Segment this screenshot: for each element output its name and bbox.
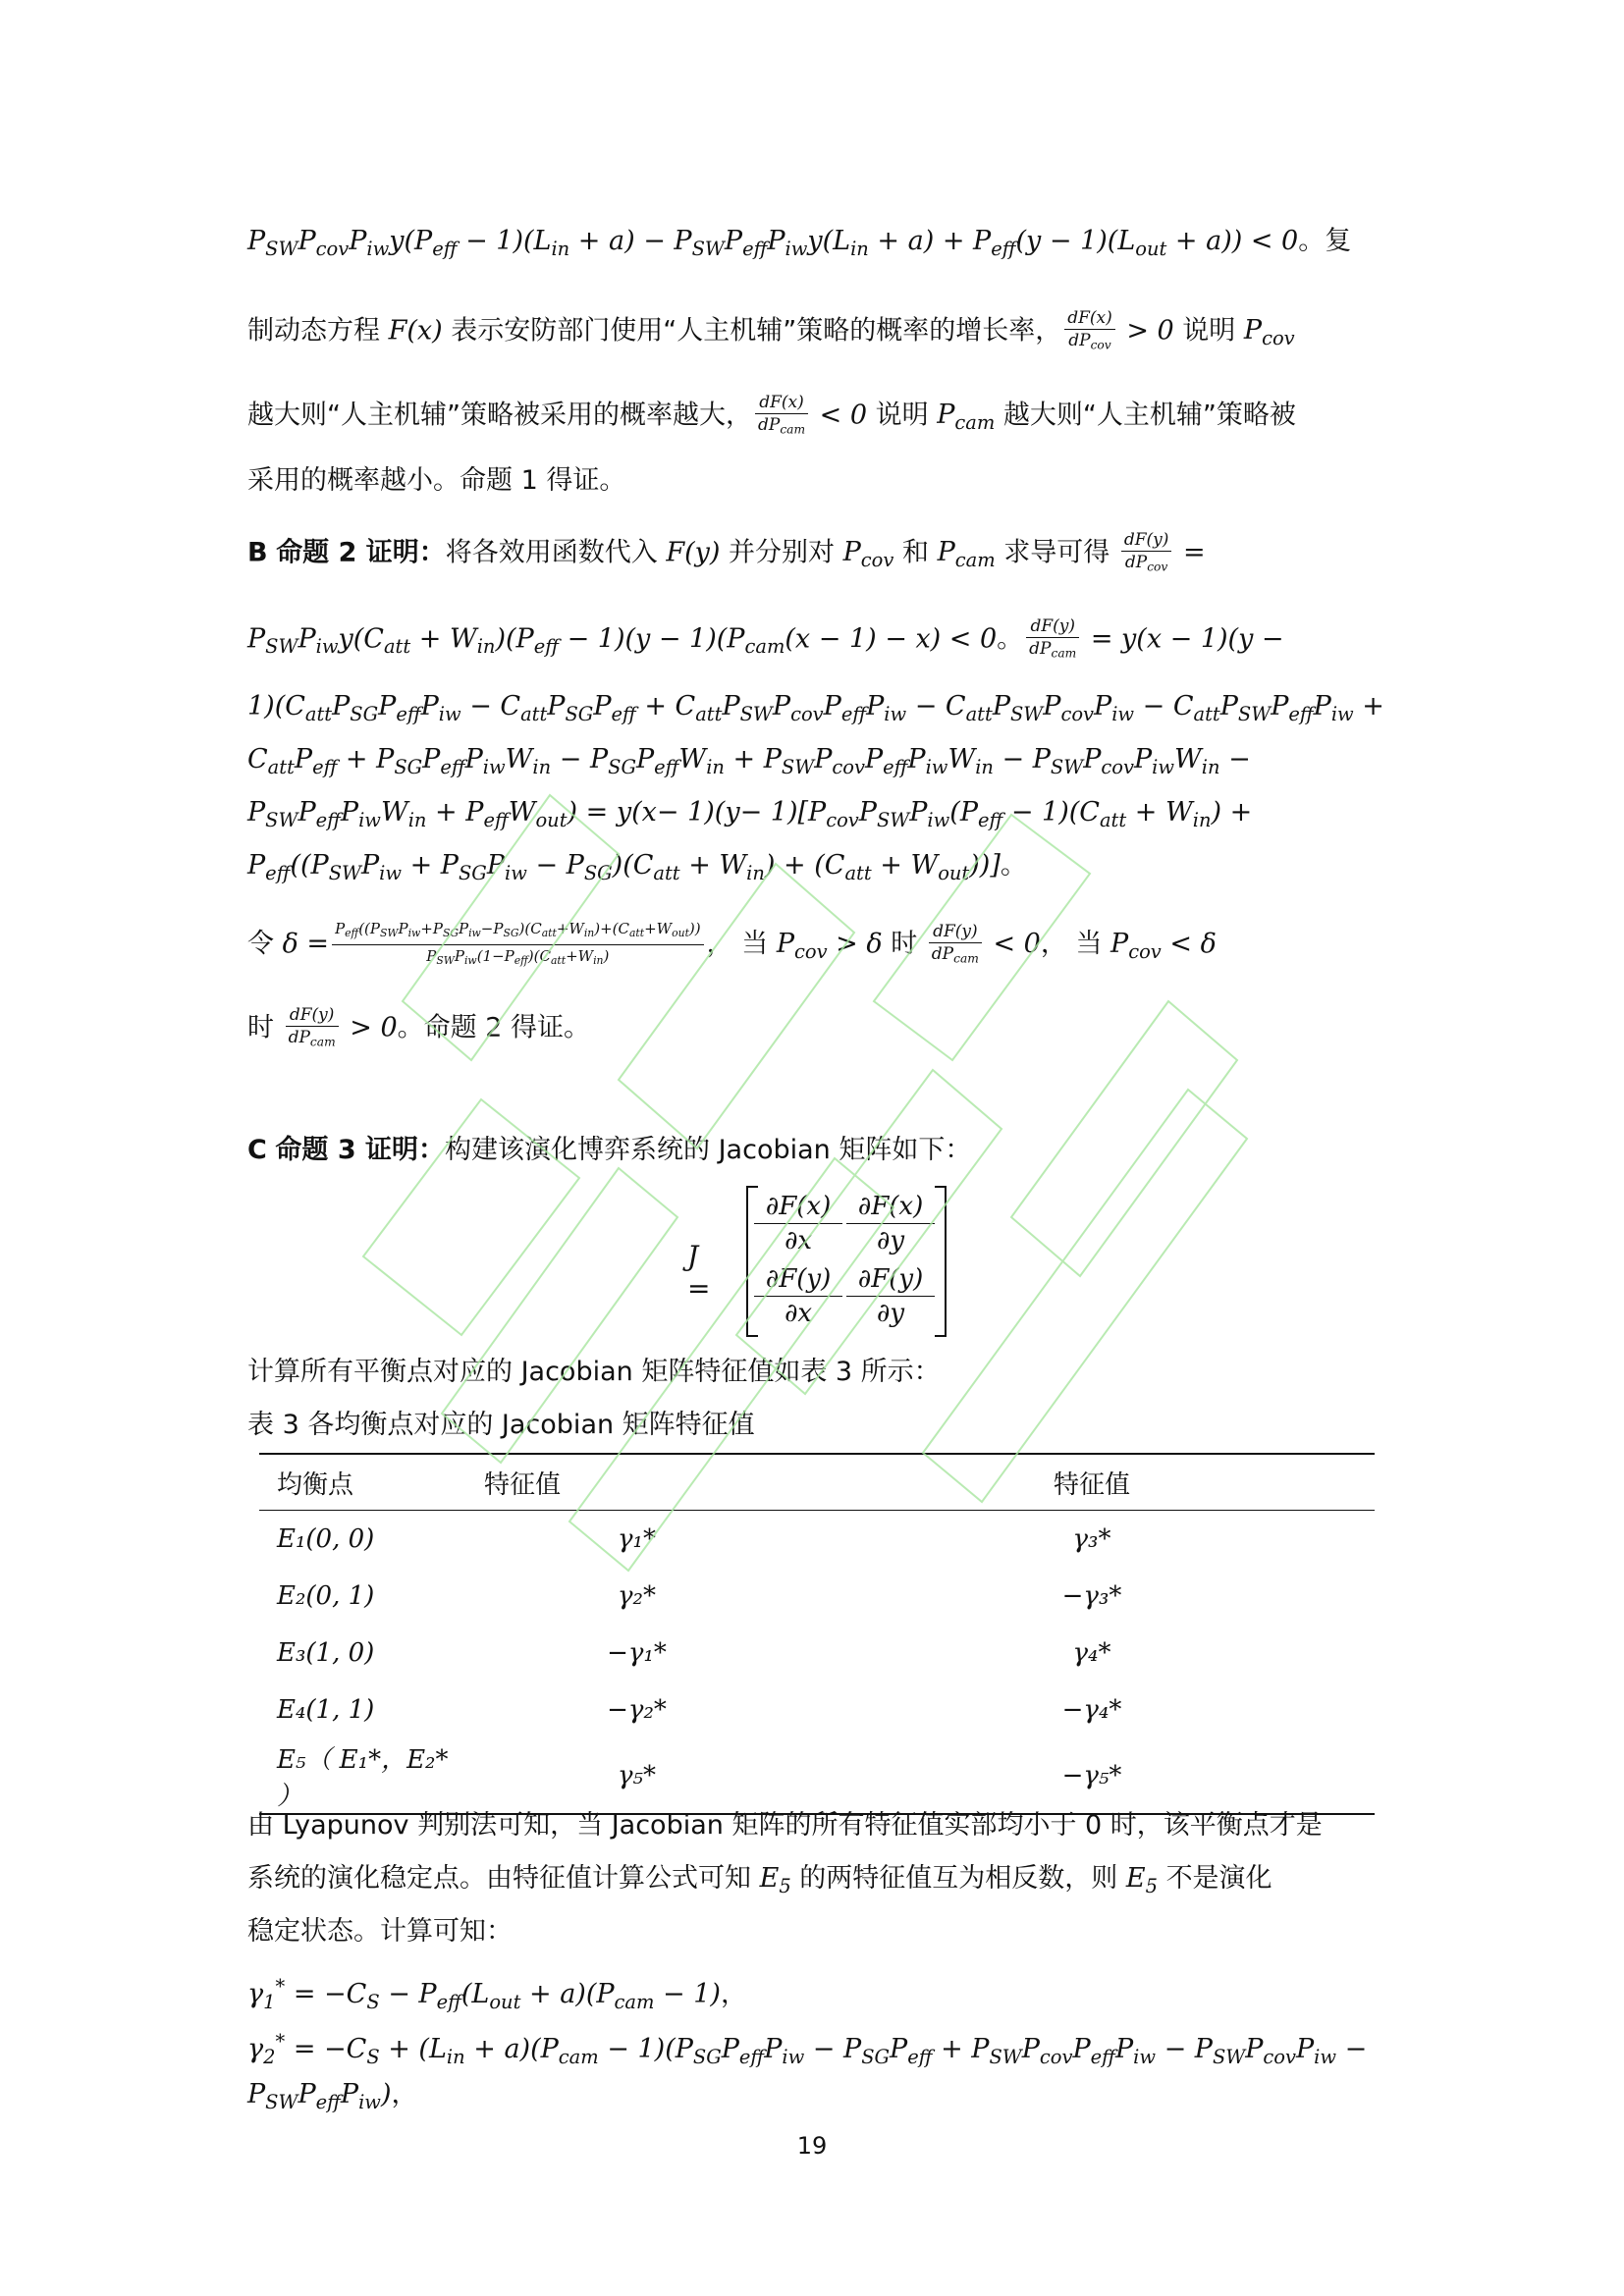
text-b1: 将各效用函数代入 [445,537,658,568]
text-shi1: 时 [891,929,918,960]
text-l3c: 越大则“人主机辅”策略被 [1002,400,1296,431]
cell-ev1: γ₅* [618,1761,656,1790]
equation-line-10: $P_{eff}((P_{SW}P_{iw} + P_{SG}P_{iw} - P_{SG})(C_{att} + W_{in}) + (C_{att} + W_{out}))$]。 [247,850,1027,884]
table-row [259,1738,1375,1814]
matrix-cell-21: ∂F(y) ∂x [754,1262,842,1330]
label-c: C [247,1135,267,1165]
cell-ev2: −γ₄* [1061,1695,1122,1725]
cell-point: E₂(0, 1) [277,1581,375,1611]
proof-b-heading-line: B 命题 2 证明：将各效用函数代入 F(y) 并分别对 $P_{cov}$ 和 $P_{cam}$ 求导可得 $\frac{dF(y)}{dP_{cov}}$ = [247,530,1386,569]
text-fu: 。复 [1298,226,1352,256]
text-b-end: 。命题 2 得证。 [397,1012,590,1043]
text-l3b: 说明 [875,400,929,431]
cell-ev2: −γ₅* [1061,1761,1122,1790]
proof-c-heading-line [247,1131,1386,1170]
cell-point: E₄(1, 1) [277,1695,375,1725]
cell-ev1: −γ₁* [607,1638,667,1668]
delta-definition-line: 令 δ = $\frac{P_{eff}((P_{SW}P_{iw}+P_{SG}P_{iw}-P_{SG})(C_{att}+W_{in})+(C_{att}+W_{out}))}{P_{SW}P_{iw}(1-P_{eff})(C_{att}+W_{in})}$ ， 当 $P_{cov} > \delta$ 时 $\frac{dF(y)}{dP_{cam}}$ < 0， 当 $P_{cov} < \delta$ [247,919,1386,958]
table-row [259,1625,1375,1682]
text-b2: 并分别对 [729,537,836,568]
text-p2b: 的两特征值互为相反数，则 [799,1863,1118,1894]
gamma2-equation-line-1: $\gamma_2^* = -C_S + (L_{in} + a)(P_{cam} - 1)(P_{SG}P_{eff}P_{iw} - P_{SG}P_{eff} + P_{SW}P_{cov}P_{eff}P_{iw} - P_{SW}P_{cov}P_{iw}$ − [247,2030,1368,2068]
gamma1-equation: $\gamma_1^* = -C_S - P_{eff}(L_{out} + a)(P_{cam} - 1)$， [247,1975,747,2013]
cell-ev2: γ₄* [1072,1638,1111,1668]
cell-point: E₁(0, 0) [277,1524,375,1554]
cell-ev1: γ₂* [618,1581,656,1611]
header-ev2: 特征值 [1053,1469,1130,1500]
cell-ev1: −γ₂* [607,1695,667,1725]
fraction-dFx-dPcam: $\frac{dF(x)}{dP_{cam}}$ [755,393,808,440]
page-number: 19 [796,2132,828,2160]
calc-intro: 计算所有平衡点对应的 Jacobian 矩阵特征值如表 3 所示： [247,1357,941,1387]
paragraph-lyapunov-3: 稳定状态。计算可知： [247,1916,513,1947]
text-p2a: 系统的演化稳定点。由特征值计算公式可知 [247,1863,751,1894]
text-ling: 令 [247,929,274,960]
text-l2a: 制动态方程 [247,315,380,347]
proof-2-title: 命题 2 证明： [276,537,446,568]
text-l2b: 表示安防部门使用“人主机辅”策略的概率的增长率， [451,315,1062,347]
text-dang1: 当 [741,929,769,960]
equation-line-6: $P_{SW}P_{iw}y(C_{att} + W_{in})(P_{eff} - 1)(y - 1)(P_{cam}(x - 1) - x) < 0$。 $\frac{dF(y)}{dP_{cam}}$ = y(x − 1)(y − [247,616,1284,661]
text-c-rest: 构建该演化博弈系统的 Jacobian 矩阵如下： [445,1135,972,1165]
cell-point: E₅（ E₁*，E₂* ） [277,1745,449,1811]
equation-line-7: $1)(C_{att}P_{SG}P_{eff}P_{iw} - C_{att}P_{SG}P_{eff} + C_{att}P_{SW}P_{cov}P_{eff}P_{iw} - C_{att}P_{SW}P_{cov}P_{iw} - C_{att}P_{SW}P_{eff}P_{iw}$ + [247,691,1384,725]
gamma2-equation-line-2: $P_{SW}P_{eff}P_{iw}$)， [247,2079,418,2113]
text-p2c: 不是演化 [1165,1863,1272,1894]
table-row [259,1568,1375,1625]
cell-ev2: γ₃* [1072,1524,1111,1554]
fraction-dFy-dPcov: $\frac{dF(y)}{dP_{cov}}$ [1121,530,1172,577]
equation-line-8: $C_{att}P_{eff} + P_{SG}P_{eff}P_{iw}W_{in} - P_{SG}P_{eff}W_{in} + P_{SW}P_{cov}P_{eff}P_{iw}W_{in} - P_{SW}P_{cov}P_{iw}W_{in}$ − [247,744,1251,778]
fraction-dFx-dPcov: $\frac{dF(x)}{dP_{cov}}$ [1064,308,1115,355]
text-b3: 和 [901,537,929,568]
delta-conclusion-line: 时 $\frac{dF(y)}{dP_{cam}}$ > 0。命题 2 得证。 [247,1005,590,1049]
fraction-delta: $\frac{P_{eff}((P_{SW}P_{iw}+P_{SG}P_{iw}-P_{SG})(C_{att}+W_{in})+(C_{att}+W_{out}))}{P_{SW}P_{iw}(1-P_{eff})(C_{att}+W_{in})}$ [332,919,704,971]
text-dang2: 当 [1075,929,1103,960]
proof-3-title: 命题 3 证明： [275,1135,446,1165]
paragraph-lyapunov-2: 系统的演化稳定点。由特征值计算公式可知 $E_5$ 的两特征值互为相反数，则 $E_5$ 不是演化 [247,1863,1272,1897]
equation-line-1: $P_{SW}P_{cov}P_{iw}y(P_{eff} - 1)(L_{in} + a) - P_{SW}P_{eff}P_{iw}y(L_{in} + a) + P_{eff}(y - 1)(L_{out} + a)) < 0$。复 [247,226,1352,260]
paragraph-line-4: 采用的概率越小。命题 1 得证。 [247,465,626,496]
text-shi2: 时 [247,1012,274,1043]
header-point: 均衡点 [277,1469,354,1500]
text-l2c: 说明 [1182,315,1236,347]
cell-ev2: −γ₃* [1061,1581,1122,1611]
matrix-cell-22: ∂F(y) ∂y [846,1262,935,1330]
paragraph-lyapunov-1: 由 Lyapunov 判别法可知，当 Jacobian 矩阵的所有特征值实部均小于 0 时，该平衡点才是 [247,1810,1323,1841]
eigenvalue-table [259,1453,1375,1815]
cell-point: E₃(1, 0) [277,1638,375,1668]
paragraph-line-3: 越大则“人主机辅”策略被采用的概率越大， $\frac{dF(x)}{dP_{cam}}$ < 0 说明 $P_{cam}$ 越大则“人主机辅”策略被 [247,393,1386,432]
label-b: B [247,537,268,568]
matrix-cell-11: ∂F(x) ∂x [754,1190,842,1257]
table-row [259,1682,1375,1738]
paragraph-line-2: 制动态方程 F(x) 表示安防部门使用“人主机辅”策略的概率的增长率， $\frac{dF(x)}{dP_{cov}}$ > 0 说明 $P_{cov}$ [247,308,1386,347]
table-row [259,1511,1375,1569]
text-l3a: 越大则“人主机辅”策略被采用的概率越大， [247,400,752,431]
text-b4: 求导可得 [1003,537,1110,568]
table-header-row [259,1454,1375,1511]
table-caption: 表 3 各均衡点对应的 Jacobian 矩阵特征值 [247,1410,755,1440]
matrix-cell-12: ∂F(x) ∂y [846,1190,935,1257]
cell-ev1: γ₁* [618,1524,656,1554]
header-ev1: 特征值 [484,1469,562,1500]
document-page: $P_{SW}P_{cov}P_{iw}y(P_{eff} - 1)(L_{in} + a) - P_{SW}P_{eff}P_{iw}y(L_{in} + a) + P_{eff}(y - 1)(L_{out} + a)) < 0$。复 制动态方程 F(x) 表示安防部门使用“人主机辅”策略的概率的增长率， $\frac{dF(x)}{dP_{cov}}$ > 0 说明 $P_{cov}$ 越大则“人主机辅”策略被采用的概率越大， $\frac{dF(x)}{dP_{cam}}$ < 0 说明 $P_{cam}$ 越大则“人主机辅”策略被 采用的概率越小。命题 1 得证。 B 命题 2 证明：将各效用函数代入 F(y) 并分别对 $P_{cov}$ 和 $P_{cam}$ 求导可得 $\frac{dF(y)}{dP_{cov}}$ = $P_{SW}P_{iw}y(C_{att} + W_{in})(P_{eff} - 1)(y - 1)(P_{cam}(x - 1) - x) < 0$。 $\frac{dF(y)}{dP_{cam}}$ = y(x − 1)(y − $1)(C_{att}P_{SG}P_{eff}P_{iw} - C_{att}P_{SG}P_{eff} + C_{att}P_{SW}P_{cov}P_{eff}P_{iw} - C_{att}P_{SW}P_{cov}P_{iw} - C_{att}P_{SW}P_{eff}P_{iw}$ + $C_{att}P_{eff} + P_{SG}P_{eff}P_{iw}W_{in} - P_{SG}P_{eff}W_{in} + P_{SW}P_{cov}P_{eff}P_{iw}W_{in} - P_{SW}P_{cov}P_{iw}W_{in}$ − $P_{SW}P_{eff}P_{iw}W_{in} + P_{eff}W_{out}) = y(x- 1)(y- 1)[P_{cov}P_{SW}P_{iw}(P_{eff} - 1)(C_{att} + W_{in})$ + $P_{eff}((P_{SW}P_{iw} + P_{SG}P_{iw} - P_{SG})(C_{att} + W_{in}) + (C_{att} + W_{out}))$]。 令 δ = $\frac{P_{eff}((P_{SW}P_{iw}+P_{SG}P_{iw}-P_{SG})(C_{att}+W_{in})+(C_{att}+W_{out}))}{P_{SW}P_{iw}(1-P_{eff})(C_{att}+W_{in})}$ ， 当 $P_{cov} > \delta$ 时 $\frac{dF(y)}{dP_{cam}}$ < 0， 当 $P_{cov} < \delta$ 时 $\frac{dF(y)}{dP_{cam}}$ > 0。命题 2 得证。 C 命题 3 证明：构建该演化博弈系统的 Jacobian 矩阵如下： J = ∂F(x) ∂x ∂F(x) ∂y ∂F(y) ∂x ∂F(y) ∂y 计算所有平衡点对应的 Jacobian 矩阵特征值如表 3 所示： 表 3 各均衡点对应的 Jacobian 矩阵特征值 均衡点 特征值 特征值 E₁(0, 0) γ₁* γ₃* E₂(0, 1) γ₂* −γ₃* E₃(1, 0) −γ₁* γ₄* E₄(1, 1) −γ₂* −γ₄* E₅（ E₁*，E₂* ） γ₅* −γ₅* 由 Lyapunov 判别法可知，当 Jacobian 矩阵的所有特征值实部均小于 0 时，该平衡点才是 系统的演化稳定点。由特征值计算公式可知 $E_5$ 的两特征值互为相反数，则 $E_5$ 不是演化 稳定状态。计算可知： $\gamma_1^* = -C_S - P_{eff}(L_{out} + a)(P_{cam} - 1)$， $\gamma_2^* = -C_S + (L_{in} + a)(P_{cam} - 1)(P_{SG}P_{eff}P_{iw} - P_{SG}P_{eff} + P_{SW}P_{cov}P_{eff}P_{iw} - P_{SW}P_{cov}P_{iw}$ − $P_{SW}P_{eff}P_{iw}$)， 19 [0,0,1624,2296]
equation-line-9: $P_{SW}P_{eff}P_{iw}W_{in} + P_{eff}W_{out}) = y(x- 1)(y- 1)[P_{cov}P_{SW}P_{iw}(P_{eff} - 1)(C_{att} + W_{in})$ + [247,797,1253,831]
